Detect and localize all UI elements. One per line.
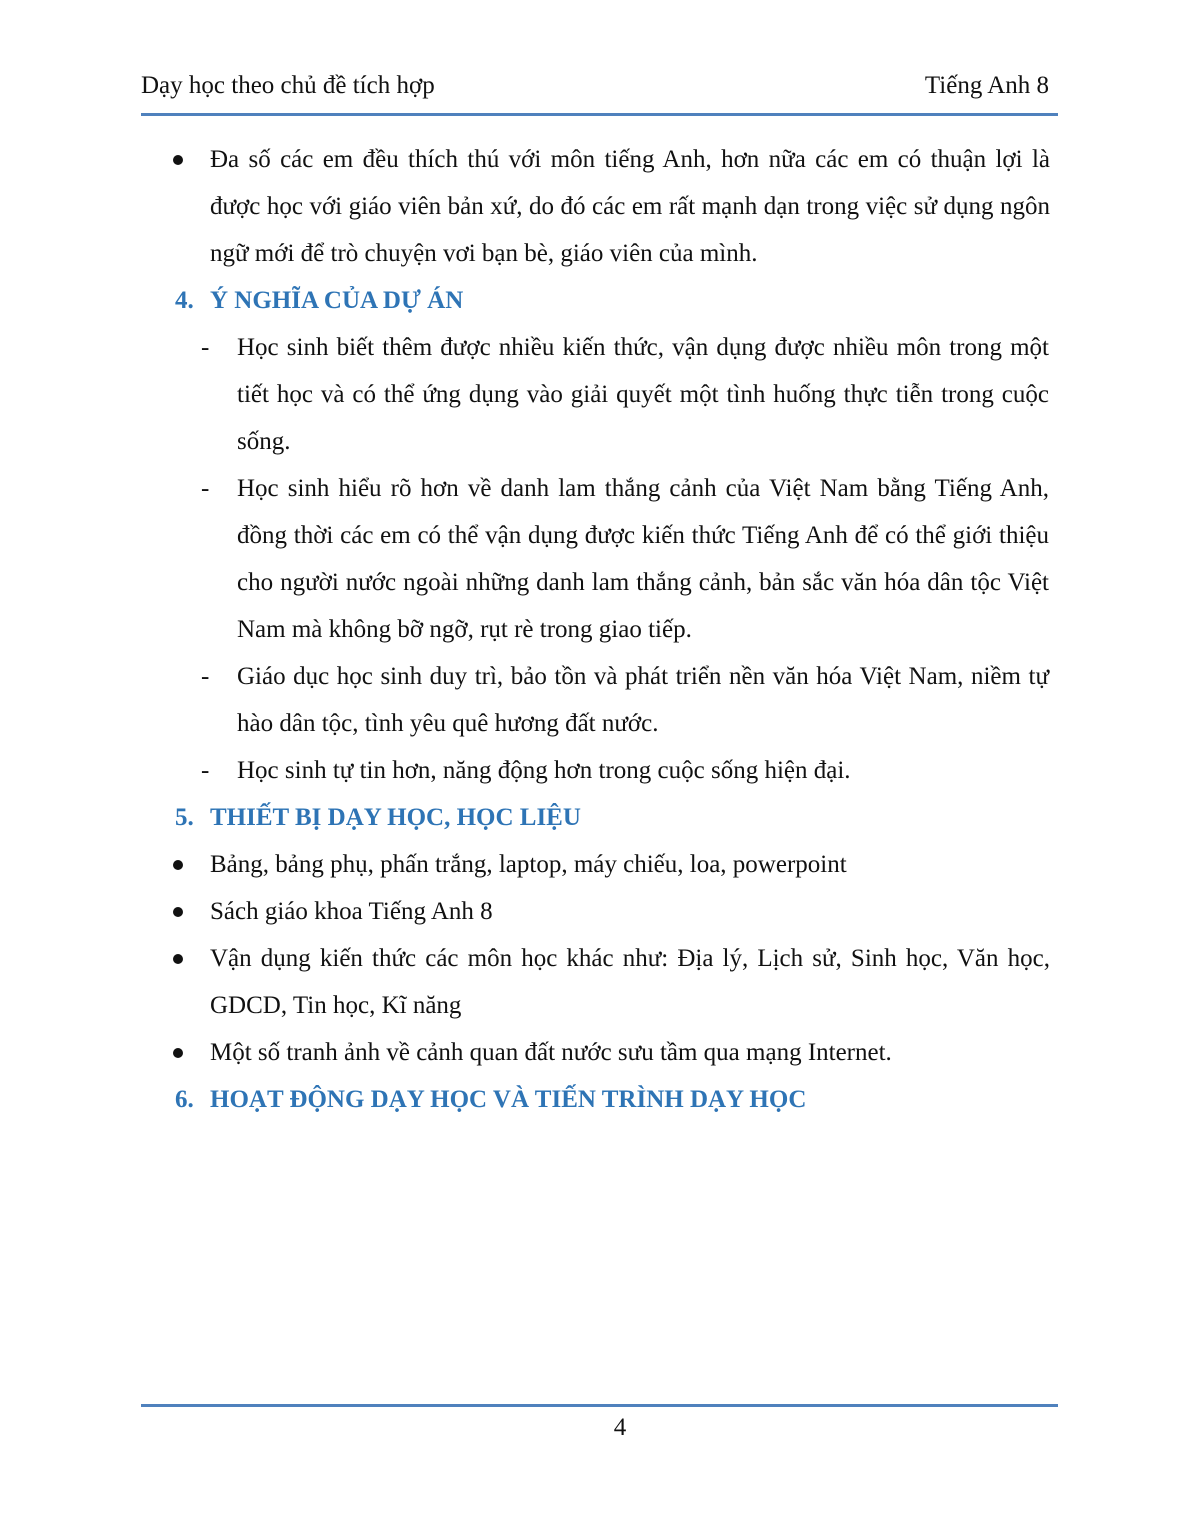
list-item xyxy=(201,465,1049,653)
section-number: 5. xyxy=(175,804,194,831)
list-item-text: Học sinh tự tin hơn, năng động hơn trong cuộc sống hiện đại. xyxy=(237,757,851,784)
footer-divider xyxy=(141,1404,1058,1407)
list-item-text: Bảng, bảng phụ, phấn trắng, laptop, máy chiếu, loa, powerpoint xyxy=(210,851,847,878)
header-divider xyxy=(141,113,1058,116)
bullet-icon xyxy=(173,907,183,917)
dash-icon: - xyxy=(201,334,210,361)
dash-icon: - xyxy=(201,663,210,690)
section-heading-4 xyxy=(175,277,1190,324)
bullet-icon xyxy=(173,155,183,165)
section-title: HOẠT ĐỘNG DẠY HỌC VÀ TIẾN TRÌNH DẠY HỌC xyxy=(210,1086,807,1113)
list-item-text: Giáo dục học sinh duy trì, bảo tồn và phát triển nền văn hóa Việt Nam, niềm tự hào dân tộc, tình yêu quê hương đất nước. xyxy=(237,663,1049,737)
section-title: Ý NGHĨA CỦA DỰ ÁN xyxy=(210,287,464,314)
list-item xyxy=(201,747,1049,794)
section-number: 6. xyxy=(175,1086,194,1113)
list-item-text: Vận dụng kiến thức các môn học khác như: Địa lý, Lịch sử, Sinh học, Văn học, GDCD, Tin học, Kĩ năng xyxy=(210,945,1050,1019)
list-item xyxy=(210,935,1050,1029)
list-item-text: Đa số các em đều thích thú với môn tiếng Anh, hơn nữa các em có thuận lợi là được học với giáo viên bản xứ, do đó các em rất mạnh dạn trong việc sử dụng ngôn ngữ mới để trò chuyện vơi bạn bè, giáo viên của mình. xyxy=(210,146,1050,267)
list-item xyxy=(210,136,1050,277)
header-document-title: Dạy học theo chủ đề tích hợp xyxy=(141,72,435,99)
bullet-icon xyxy=(173,860,183,870)
page-number: 4 xyxy=(613,1414,627,1441)
page-content xyxy=(0,136,1190,1123)
section-number: 4. xyxy=(175,287,194,314)
section-heading-5 xyxy=(175,794,1190,841)
list-item xyxy=(201,653,1049,747)
list-item-text: Một số tranh ảnh về cảnh quan đất nước sưu tầm qua mạng Internet. xyxy=(210,1039,892,1066)
list-item-text: Học sinh hiểu rõ hơn về danh lam thắng cảnh của Việt Nam bằng Tiếng Anh, đồng thời các em có thể vận dụng được kiến thức Tiếng Anh để có thể giới thiệu cho người nước ngoài những danh lam thắng cảnh, bản sắc văn hóa dân tộc Việt Nam mà không bỡ ngỡ, rụt rè trong giao tiếp. xyxy=(237,475,1049,643)
list-item xyxy=(210,841,1050,888)
section-heading-6 xyxy=(175,1076,1190,1123)
dash-icon: - xyxy=(201,757,210,784)
header-subject-title: Tiếng Anh 8 xyxy=(924,72,1049,99)
list-item-text: Sách giáo khoa Tiếng Anh 8 xyxy=(210,898,493,925)
dash-icon: - xyxy=(201,475,210,502)
list-item-text: Học sinh biết thêm được nhiều kiến thức, vận dụng được nhiều môn trong một tiết học và có thể ứng dụng vào giải quyết một tình huống thực tiễn trong cuộc sống. xyxy=(237,334,1049,455)
page-header xyxy=(141,66,1049,106)
bullet-icon xyxy=(173,1048,183,1058)
bullet-icon xyxy=(173,954,183,964)
list-item xyxy=(210,1029,1050,1076)
list-item xyxy=(201,324,1049,465)
section-title: THIẾT BỊ DẠY HỌC, HỌC LIỆU xyxy=(210,804,581,831)
list-item xyxy=(210,888,1050,935)
